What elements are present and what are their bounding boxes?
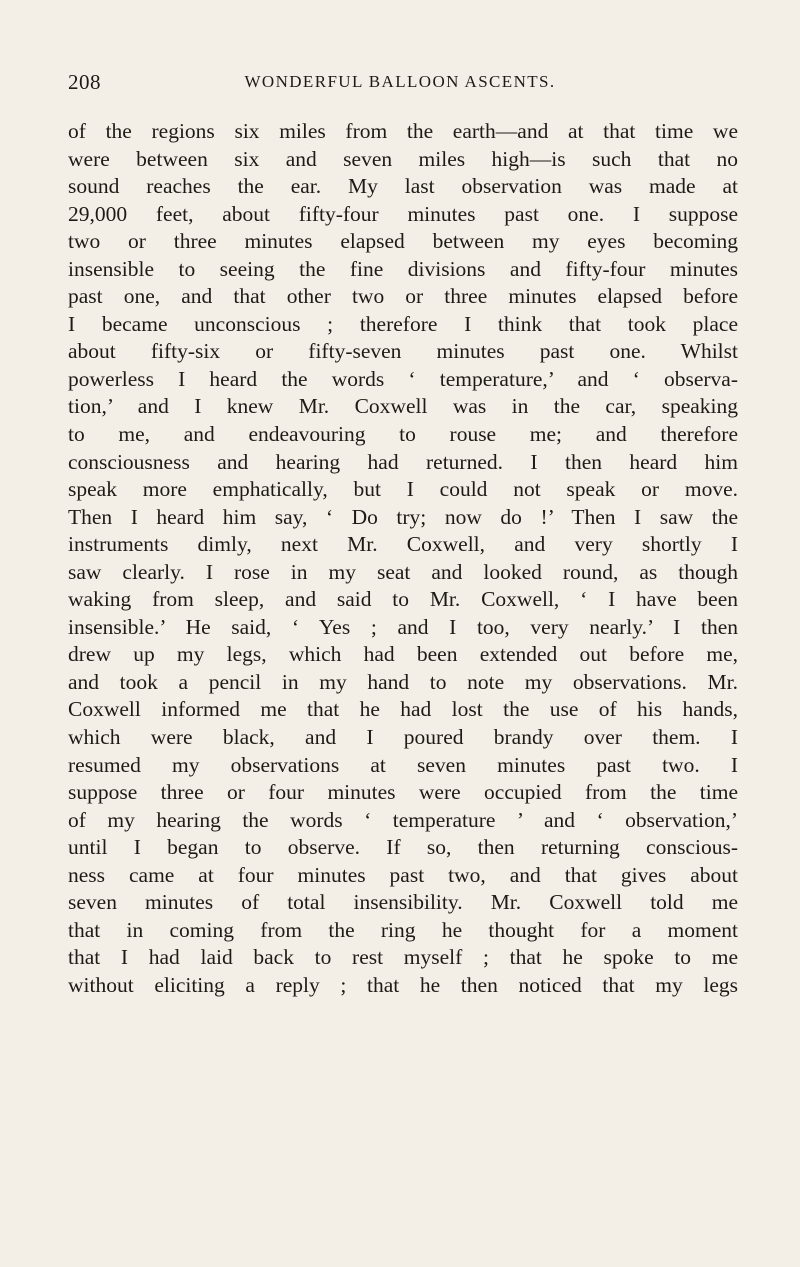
text-line: instruments dimly, next Mr. Coxwell, and very shortly I	[68, 532, 738, 557]
text-line: insensible to seeing the fine divisions and fifty-four minutes	[68, 256, 738, 281]
text-line: tion,’ and I knew Mr. Coxwell was in the car, speaking	[68, 394, 738, 419]
text-line: insensible.’ He said, ‘ Yes ; and I too, very nearly.’ I then	[68, 614, 738, 639]
text-line: that in coming from the ring he thought for a moment	[68, 917, 738, 942]
text-line: of the regions six miles from the earth—and at that time we	[68, 119, 738, 143]
text-line: Coxwell informed me that he had lost the use of his hands,	[68, 697, 738, 722]
text-line: powerless I heard the words ‘ temperature,’ and ‘ observa-	[68, 366, 738, 391]
text-line: without eliciting a reply ; that he then noticed that my legs	[68, 972, 738, 997]
text-line: two or three minutes elapsed between my eyes becoming	[68, 229, 738, 254]
text-line: I became unconscious ; therefore I think that took place	[68, 311, 738, 336]
text-line: which were black, and I poured brandy over them. I	[68, 725, 738, 750]
text-line: suppose three or four minutes were occupied from the time	[68, 780, 738, 805]
text-line: until I began to observe. If so, then returning conscious-	[68, 835, 738, 860]
text-line: saw clearly. I rose in my seat and looked round, as though	[68, 559, 738, 584]
text-line: speak more emphatically, but I could not speak or move.	[68, 477, 738, 502]
text-line: Then I heard him say, ‘ Do try; now do !’ Then I saw the	[68, 504, 738, 529]
text-line: resumed my observations at seven minutes past two. I	[68, 752, 738, 777]
running-title: WONDERFUL BALLOON ASCENTS.	[244, 72, 556, 91]
text-line: to me, and endeavouring to rouse me; and therefore	[68, 422, 738, 447]
text-line: ness came at four minutes past two, and that gives about	[68, 862, 738, 887]
text-line: 29,000 feet, about fifty-four minutes past one. I suppose	[68, 201, 738, 226]
text-line: of my hearing the words ‘ temperature ’ and ‘ observation,’	[68, 807, 738, 832]
text-line: and took a pencil in my hand to note my observations. Mr.	[68, 669, 738, 694]
body-text	[68, 118, 738, 1000]
page-number: 208	[68, 70, 101, 94]
text-line: that I had laid back to rest myself ; that he spoke to me	[68, 945, 738, 970]
running-head	[68, 70, 732, 100]
text-line: waking from sleep, and said to Mr. Coxwell, ‘ I have been	[68, 587, 738, 612]
text-line: sound reaches the ear. My last observation was made at	[68, 174, 738, 199]
text-line: drew up my legs, which had been extended out before me,	[68, 642, 738, 667]
text-line: past one, and that other two or three minutes elapsed before	[68, 284, 738, 309]
text-line: about fifty-six or fifty-seven minutes past one. Whilst	[68, 339, 738, 364]
text-line: were between six and seven miles high—is such that no	[68, 146, 738, 171]
text-line: seven minutes of total insensibility. Mr. Coxwell told me	[68, 890, 738, 915]
text-line: consciousness and hearing had returned. I then heard him	[68, 449, 738, 474]
